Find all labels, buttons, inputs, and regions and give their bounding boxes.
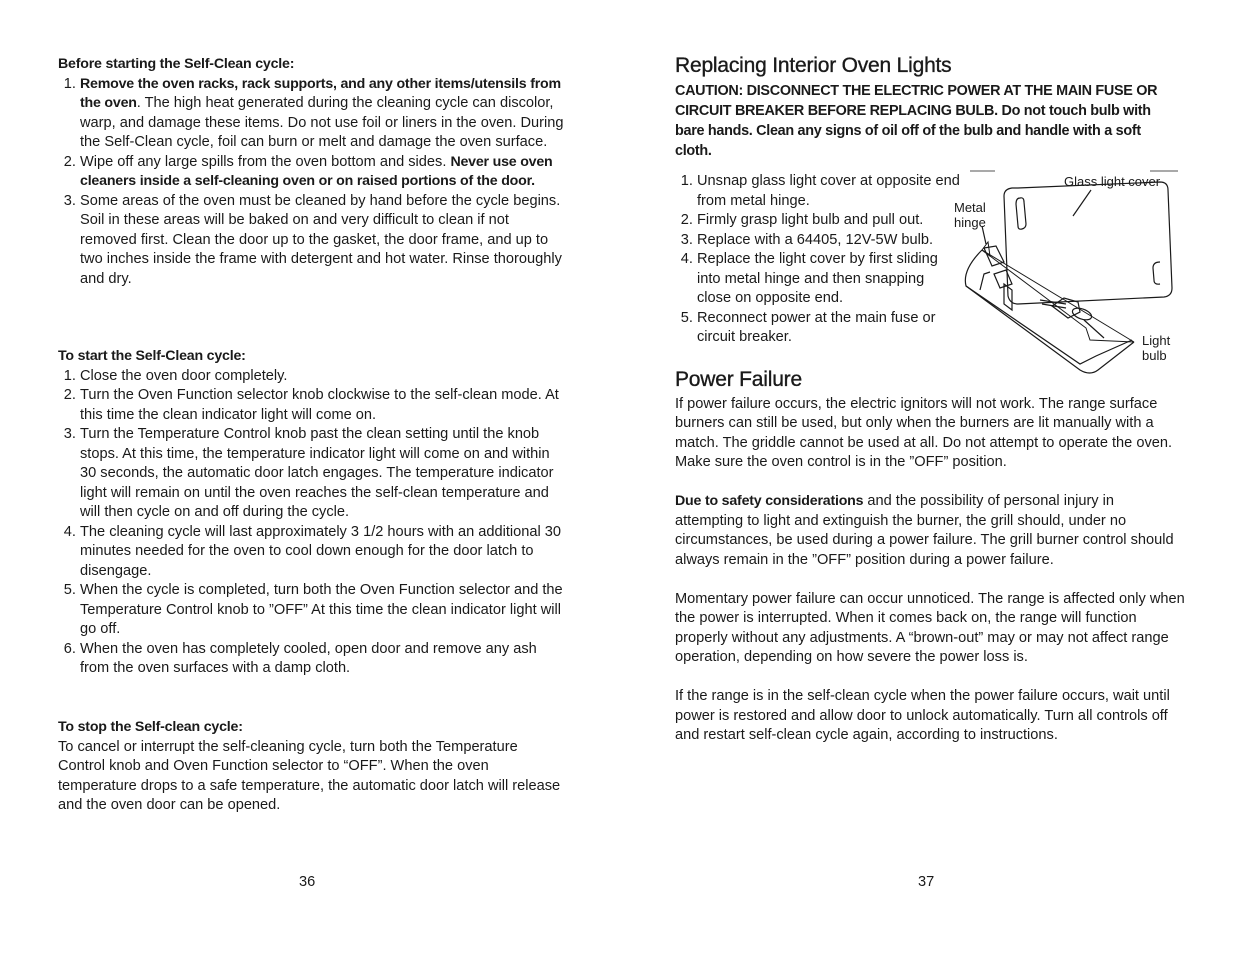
list-item-bold: Never use oven cleaners inside a self-cleaning oven or on raised portions of the door. [80,153,553,189]
list-item: 5. Reconnect power at the main fuse or circuit breaker. [697,309,960,348]
list-item [80,192,568,290]
list-item: 1. Unsnap glass light cover at opposite end from metal hinge. [697,172,960,211]
oven-lights-section [675,54,1185,161]
safety-considerations-text: and the possibility of personal injury in attempting to light and extinguish the burner, the grill should, under no circumstances, be used during a power failure. The grill burner control should always remain in the ”OFF” position during a power failure. [675,493,1174,568]
power-failure-paragraph [675,492,1185,570]
start-self-clean-heading: To start the Self-Clean cycle: [58,348,246,364]
list-item: 2. Turn the Oven Function selector knob clockwise to the self-clean mode. At this time the clean indicator light will come on. [80,386,568,425]
start-self-clean-section [58,347,568,679]
list-item: 2. Firmly grasp light bulb and pull out. [697,211,960,231]
list-item: 5. When the cycle is completed, turn both the Oven Function selector and the Temperature Control knob to ”OFF” At this time the clean indicator light will go off. [80,581,568,640]
power-failure-paragraph: Momentary power failure can occur unnoticed. The range is affected only when the power is interrupted. When it comes back on, the range will function properly without any adjustments. A “brown-out” may or may not affect range operation, depending on how severe the power loss is. [675,590,1185,665]
caution-text: CAUTION: DISCONNECT THE ELECTRIC POWER AT THE MAIN FUSE OR CIRCUIT BREAKER BEFORE REPLACING BULB. Do not touch bulb with bare hands. Clean any signs of oil off of the bulb and handle with a soft cloth. [675,83,1158,159]
list-item: 3. Turn the Temperature Control knob past the clean setting until the knob stops. At this time, the temperature indicator light will come on and within 30 seconds, the automatic door latch engages. The temperature indicator light will remain on until the oven reaches the self-clean temperature and will then cycle on and off during the cycle. [80,425,568,523]
power-failure-title: Power Failure [675,368,802,391]
stop-self-clean-text: To cancel or interrupt the self-cleaning cycle, turn both the Temperature Control knob and Oven Function selector to “OFF”. When the oven temperature drops to a safe temperature, the automatic door latch will release and the oven door can be opened. [58,738,561,813]
right-page [675,0,1185,954]
power-failure-paragraph: If power failure occurs, the electric ignitors will not work. The range surface burners can still be used, but only when the burners are lit manually with a match. The griddle cannot be used at all. Do not attempt to operate the oven. Make sure the oven control is in the ”OFF” position. [675,395,1173,470]
start-self-clean-list [58,367,568,679]
oven-light-diagram [954,170,1185,380]
power-failure-section [675,370,1185,746]
before-self-clean-list [58,75,568,290]
light-bulb-label: Light bulb [1142,333,1171,363]
light-steps-list [675,172,960,348]
list-item-text: Some areas of the oven must be cleaned by hand before the cycle begins. Soil in these areas will be baked on and very difficult to clean if not removed first. Clean the door up to the gasket, the door frame, and up to two inches inside the frame with detergent and hot water. Rinse thoroughly and dry. [80,192,562,287]
oven-lights-title: Replacing Interior Oven Lights [675,54,952,77]
metal-hinge-label: Metal hinge [954,200,986,230]
left-page [58,0,568,954]
before-self-clean-section [58,55,568,289]
safety-considerations-bold: Due to safety considerations [675,493,864,509]
power-failure-paragraph: If the range is in the self-clean cycle when the power failure occurs, wait until power is restored and allow door to unlock automatically. Turn all controls off and restart self-clean cycle again, according to instructions. [675,688,1170,743]
list-item: 3. Replace with a 64405, 12V-5W bulb. [697,231,960,251]
list-item [80,153,568,192]
list-item-bold: Remove the oven racks, rack supports, and any other items/utensils from the oven [80,75,561,111]
list-item: 6. When the oven has completely cooled, open door and remove any ash from the oven surfaces with a damp cloth. [80,640,568,679]
list-item: 1. Close the oven door completely. [80,367,568,387]
stop-self-clean-heading: To stop the Self-clean cycle: [58,719,243,735]
page-number: 37 [918,874,935,890]
list-item: 4. The cleaning cycle will last approximately 3 1/2 hours with an additional 30 minutes needed for the oven to cool down enough for the door latch to disengage. [80,523,568,582]
list-item-text: . The high heat generated during the cleaning cycle can discolor, warp, and damage these items. Do not use foil or liners in the oven. During the Self-Clean cycle, foil can burn or melt and damage the oven surface. [80,95,564,150]
list-item-text: Wipe off any large spills from the oven bottom and sides. [80,153,451,170]
glass-cover-label: Glass light cover [1064,174,1161,189]
list-item: 4. Replace the light cover by first sliding into metal hinge and then snapping close on opposite end. [697,250,960,309]
page-number: 36 [299,874,316,890]
light-steps-section [675,172,960,348]
before-self-clean-heading: Before starting the Self-Clean cycle: [58,56,295,72]
stop-self-clean-section [58,718,568,816]
list-item [80,75,568,153]
